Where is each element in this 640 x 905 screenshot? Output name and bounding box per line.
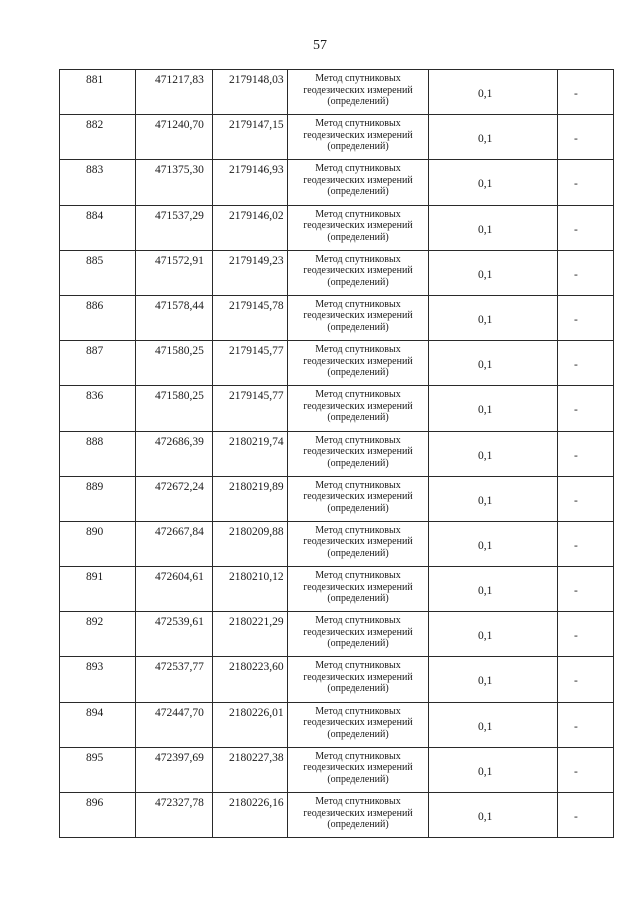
- table-cell-dash-value: [558, 431, 614, 476]
- table-cell-coordinate-x: [136, 747, 213, 792]
- table-cell-method-description: [288, 295, 429, 340]
- coordinate-y: 2180226,01: [229, 706, 284, 719]
- table-cell-coordinate-x: [136, 476, 213, 521]
- coordinate-x: 472604,61: [155, 571, 204, 584]
- accuracy-value: 0,1: [478, 765, 493, 778]
- table-cell-coordinate-x: [136, 612, 213, 657]
- accuracy-value: 0,1: [478, 88, 493, 100]
- table-row: [60, 612, 614, 657]
- table-cell-coordinate-y: [213, 250, 288, 295]
- method-description: Метод спутниковых геодезических измерений (определений): [303, 750, 413, 785]
- table-cell-point-number: [60, 657, 136, 702]
- table-cell-point-number: [60, 793, 136, 838]
- point-number: 887: [86, 345, 104, 358]
- table-cell-method-description: [288, 657, 429, 702]
- accuracy-value: 0,1: [478, 359, 493, 372]
- table-cell-accuracy-value: [429, 476, 558, 521]
- dash-value: -: [574, 539, 578, 552]
- method-description: Метод спутниковых геодезических измерений (определений): [303, 570, 413, 605]
- table-cell-dash-value: [558, 702, 614, 747]
- table-cell-coordinate-x: [136, 702, 213, 747]
- table-cell-point-number: [60, 115, 136, 160]
- table-cell-point-number: [60, 702, 136, 747]
- table-cell-accuracy-value: [429, 431, 558, 476]
- table-row: [60, 295, 614, 340]
- dash-value: -: [574, 268, 578, 281]
- coordinate-y: 2180226,16: [229, 797, 284, 809]
- table-row: [60, 657, 614, 702]
- method-description: Метод спутниковых геодезических измерений (определений): [303, 615, 413, 650]
- table-cell-method-description: [288, 115, 429, 160]
- coordinate-y: 2180223,60: [229, 661, 284, 674]
- table-cell-point-number: [60, 70, 136, 115]
- coordinate-y: 2179148,03: [229, 74, 284, 86]
- table-cell-accuracy-value: [429, 70, 558, 115]
- table-cell-method-description: [288, 70, 429, 115]
- point-number: 888: [86, 435, 104, 448]
- dash-value: -: [574, 630, 578, 643]
- table-cell-point-number: [60, 431, 136, 476]
- table-cell-coordinate-y: [213, 160, 288, 205]
- table-cell-method-description: [288, 160, 429, 205]
- table-cell-coordinate-y: [213, 567, 288, 612]
- coordinate-y: 2179149,23: [229, 254, 284, 267]
- table-row: [60, 160, 614, 205]
- coordinate-x: 471217,83: [155, 74, 204, 86]
- accuracy-value: 0,1: [478, 449, 493, 462]
- table-cell-accuracy-value: [429, 567, 558, 612]
- accuracy-value: 0,1: [478, 313, 493, 326]
- table-cell-point-number: [60, 612, 136, 657]
- coordinate-x: 471572,91: [155, 254, 204, 267]
- dash-value: -: [574, 720, 578, 733]
- coordinate-x: 472539,61: [155, 616, 204, 629]
- table-row: [60, 521, 614, 566]
- accuracy-value: 0,1: [478, 404, 493, 417]
- table-cell-coordinate-x: [136, 115, 213, 160]
- table-cell-method-description: [288, 521, 429, 566]
- table-cell-dash-value: [558, 250, 614, 295]
- table-cell-method-description: [288, 702, 429, 747]
- table-cell-accuracy-value: [429, 521, 558, 566]
- table-cell-point-number: [60, 250, 136, 295]
- method-description: Метод спутниковых геодезических измерений (определений): [303, 73, 413, 107]
- table-cell-dash-value: [558, 747, 614, 792]
- table-cell-coordinate-x: [136, 386, 213, 431]
- table-cell-dash-value: [558, 115, 614, 160]
- table-cell-coordinate-x: [136, 70, 213, 115]
- table-cell-point-number: [60, 476, 136, 521]
- table-cell-dash-value: [558, 612, 614, 657]
- table-cell-coordinate-y: [213, 657, 288, 702]
- table-row: [60, 476, 614, 521]
- table-cell-coordinate-x: [136, 160, 213, 205]
- table-row: [60, 250, 614, 295]
- table-cell-method-description: [288, 567, 429, 612]
- table-row: [60, 747, 614, 792]
- coordinate-x: 472667,84: [155, 525, 204, 538]
- table-cell-accuracy-value: [429, 702, 558, 747]
- table-row: [60, 567, 614, 612]
- table-cell-coordinate-x: [136, 567, 213, 612]
- method-description: Метод спутниковых геодезических измерений (определений): [303, 660, 413, 695]
- table-cell-dash-value: [558, 476, 614, 521]
- accuracy-value: 0,1: [478, 133, 493, 146]
- table-cell-dash-value: [558, 386, 614, 431]
- dash-value: -: [574, 585, 578, 598]
- coordinate-y: 2180210,12: [229, 571, 284, 584]
- coordinate-y: 2179145,77: [229, 390, 284, 403]
- dash-value: -: [574, 675, 578, 688]
- table-cell-dash-value: [558, 70, 614, 115]
- table-cell-coordinate-x: [136, 431, 213, 476]
- table-cell-method-description: [288, 747, 429, 792]
- coordinate-x: 472397,69: [155, 751, 204, 764]
- point-number: 884: [86, 209, 104, 222]
- table-cell-coordinate-y: [213, 521, 288, 566]
- table-cell-coordinate-x: [136, 205, 213, 250]
- coordinate-y: 2180221,29: [229, 616, 284, 629]
- dash-value: -: [574, 811, 578, 823]
- page-number: 57: [313, 38, 327, 53]
- dash-value: -: [574, 223, 578, 236]
- method-description: Метод спутниковых геодезических измерений (определений): [303, 298, 413, 333]
- dash-value: -: [574, 449, 578, 462]
- method-description: Метод спутниковых геодезических измерений (определений): [303, 253, 413, 288]
- table-cell-accuracy-value: [429, 612, 558, 657]
- accuracy-value: 0,1: [478, 223, 493, 236]
- accuracy-value: 0,1: [478, 178, 493, 191]
- table-cell-dash-value: [558, 160, 614, 205]
- table-cell-coordinate-y: [213, 793, 288, 838]
- table-cell-accuracy-value: [429, 386, 558, 431]
- table-cell-method-description: [288, 612, 429, 657]
- coordinate-x: 471578,44: [155, 299, 204, 312]
- coordinate-y: 2179147,15: [229, 119, 284, 132]
- accuracy-value: 0,1: [478, 630, 493, 643]
- table-body: [60, 70, 614, 838]
- table-cell-coordinate-y: [213, 476, 288, 521]
- accuracy-value: 0,1: [478, 811, 493, 823]
- coordinate-x: 472447,70: [155, 706, 204, 719]
- table-cell-point-number: [60, 747, 136, 792]
- table-cell-accuracy-value: [429, 747, 558, 792]
- accuracy-value: 0,1: [478, 675, 493, 688]
- point-number: 895: [86, 751, 104, 764]
- table-cell-point-number: [60, 521, 136, 566]
- coordinate-x: 471580,25: [155, 345, 204, 358]
- accuracy-value: 0,1: [478, 494, 493, 507]
- method-description: Метод спутниковых геодезических измерений (определений): [303, 796, 413, 830]
- table-cell-method-description: [288, 476, 429, 521]
- point-number: 889: [86, 480, 104, 493]
- table-cell-coordinate-y: [213, 70, 288, 115]
- point-number: 886: [86, 299, 104, 312]
- coordinate-y: 2179146,93: [229, 164, 284, 177]
- accuracy-value: 0,1: [478, 268, 493, 281]
- coordinate-y: 2179146,02: [229, 209, 284, 222]
- method-description: Метод спутниковых геодезических измерений (определений): [303, 434, 413, 469]
- point-number: 885: [86, 254, 104, 267]
- table-cell-point-number: [60, 567, 136, 612]
- dash-value: -: [574, 133, 578, 146]
- table-cell-point-number: [60, 295, 136, 340]
- table-cell-coordinate-x: [136, 657, 213, 702]
- table-cell-method-description: [288, 205, 429, 250]
- table-cell-accuracy-value: [429, 205, 558, 250]
- coordinate-y: 2180209,88: [229, 525, 284, 538]
- table-cell-coordinate-y: [213, 341, 288, 386]
- method-description: Метод спутниковых геодезических измерений (определений): [303, 389, 413, 424]
- method-description: Метод спутниковых геодезических измерений (определений): [303, 705, 413, 740]
- dash-value: -: [574, 88, 578, 100]
- table-row: [60, 702, 614, 747]
- table-row: [60, 341, 614, 386]
- table-cell-coordinate-x: [136, 295, 213, 340]
- accuracy-value: 0,1: [478, 585, 493, 598]
- table-cell-dash-value: [558, 793, 614, 838]
- accuracy-value: 0,1: [478, 539, 493, 552]
- table-cell-dash-value: [558, 521, 614, 566]
- dash-value: -: [574, 494, 578, 507]
- coordinate-x: 472686,39: [155, 435, 204, 448]
- point-number: 896: [86, 797, 104, 809]
- coordinate-y: 2180219,74: [229, 435, 284, 448]
- method-description: Метод спутниковых геодезических измерений (определений): [303, 163, 413, 198]
- table-cell-dash-value: [558, 341, 614, 386]
- accuracy-value: 0,1: [478, 720, 493, 733]
- table-cell-coordinate-x: [136, 250, 213, 295]
- table-cell-coordinate-x: [136, 793, 213, 838]
- dash-value: -: [574, 178, 578, 191]
- table-cell-method-description: [288, 386, 429, 431]
- table-row: [60, 115, 614, 160]
- dash-value: -: [574, 359, 578, 372]
- table-cell-coordinate-y: [213, 431, 288, 476]
- coordinate-x: 471375,30: [155, 164, 204, 177]
- table-cell-accuracy-value: [429, 160, 558, 205]
- point-number: 881: [86, 74, 104, 86]
- table-row: [60, 431, 614, 476]
- table-cell-dash-value: [558, 205, 614, 250]
- point-number: 892: [86, 616, 104, 629]
- table-row: [60, 386, 614, 431]
- point-number: 891: [86, 571, 104, 584]
- table-row: [60, 793, 614, 838]
- table-cell-accuracy-value: [429, 295, 558, 340]
- table-row: [60, 205, 614, 250]
- coordinate-y: 2179145,77: [229, 345, 284, 358]
- point-number: 890: [86, 525, 104, 538]
- table-cell-point-number: [60, 160, 136, 205]
- coordinate-y: 2180227,38: [229, 751, 284, 764]
- table-cell-method-description: [288, 793, 429, 838]
- coordinate-x: 472537,77: [155, 661, 204, 674]
- table-cell-accuracy-value: [429, 115, 558, 160]
- table-cell-coordinate-y: [213, 115, 288, 160]
- point-number: 894: [86, 706, 104, 719]
- table-cell-accuracy-value: [429, 793, 558, 838]
- table-cell-method-description: [288, 431, 429, 476]
- table-cell-coordinate-y: [213, 295, 288, 340]
- table-cell-coordinate-y: [213, 747, 288, 792]
- table-cell-point-number: [60, 386, 136, 431]
- coordinate-x: 471580,25: [155, 390, 204, 403]
- coordinate-x: 471240,70: [155, 119, 204, 132]
- table-cell-accuracy-value: [429, 341, 558, 386]
- method-description: Метод спутниковых геодезических измерений (определений): [303, 208, 413, 243]
- coordinate-x: 472327,78: [155, 797, 204, 809]
- table-cell-dash-value: [558, 567, 614, 612]
- table-cell-method-description: [288, 250, 429, 295]
- table-cell-dash-value: [558, 657, 614, 702]
- point-number: 836: [86, 390, 104, 403]
- coordinate-x: 472672,24: [155, 480, 204, 493]
- table-row: [60, 70, 614, 115]
- table-cell-coordinate-y: [213, 702, 288, 747]
- method-description: Метод спутниковых геодезических измерений (определений): [303, 118, 413, 153]
- table-cell-coordinate-y: [213, 386, 288, 431]
- dash-value: -: [574, 404, 578, 417]
- table-cell-coordinate-x: [136, 341, 213, 386]
- coordinate-y: 2179145,78: [229, 299, 284, 312]
- coordinate-x: 471537,29: [155, 209, 204, 222]
- table-cell-accuracy-value: [429, 657, 558, 702]
- table-cell-point-number: [60, 341, 136, 386]
- dash-value: -: [574, 313, 578, 326]
- table-cell-coordinate-x: [136, 521, 213, 566]
- method-description: Метод спутниковых геодезических измерений (определений): [303, 524, 413, 559]
- dash-value: -: [574, 765, 578, 778]
- table-cell-coordinate-y: [213, 612, 288, 657]
- point-number: 882: [86, 119, 104, 132]
- table-cell-accuracy-value: [429, 250, 558, 295]
- coordinates-table: [59, 69, 614, 838]
- table-cell-point-number: [60, 205, 136, 250]
- table-cell-method-description: [288, 341, 429, 386]
- point-number: 883: [86, 164, 104, 177]
- table-cell-coordinate-y: [213, 205, 288, 250]
- method-description: Метод спутниковых геодезических измерений (определений): [303, 479, 413, 514]
- table-cell-dash-value: [558, 295, 614, 340]
- point-number: 893: [86, 661, 104, 674]
- coordinate-y: 2180219,89: [229, 480, 284, 493]
- method-description: Метод спутниковых геодезических измерений (определений): [303, 344, 413, 379]
